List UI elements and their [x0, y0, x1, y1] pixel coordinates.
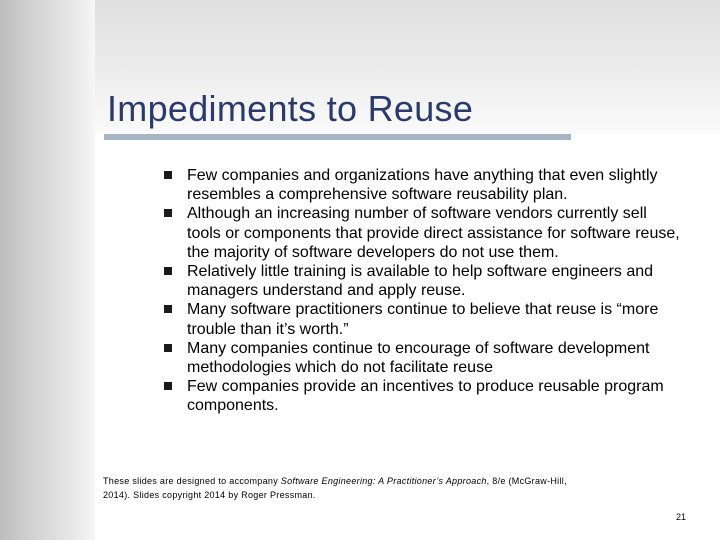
bullet-list	[164, 166, 684, 416]
square-bullet-icon	[164, 305, 172, 313]
bullet-text: Few companies and organizations have anything that even slightly resembles a comprehensive software reusability plan.	[187, 167, 658, 204]
bullet-text: Few companies provide an incentives to produce reusable program components.	[187, 378, 664, 415]
bullet-item	[164, 262, 684, 300]
bullet-item	[164, 300, 684, 338]
square-bullet-icon	[164, 344, 172, 352]
bullet-text: Many software practitioners continue to believe that reuse is “more trouble than it’s worth.”	[187, 301, 659, 338]
bullet-item	[164, 166, 684, 204]
bullet-item	[164, 377, 684, 415]
footer-book-title: Software Engineering: A Practitioner’s Approach	[280, 476, 487, 486]
footer-prefix: These slides are designed to accompany	[103, 476, 281, 486]
bullet-text: Relatively little training is available to help software engineers and managers understand and apply reuse.	[187, 263, 654, 300]
left-gradient-band	[0, 0, 95, 540]
square-bullet-icon	[164, 382, 172, 390]
bullet-text: Although an increasing number of software vendors currently sell tools or components that provide direct assistance for software reuse, the majority of software developers do not use them.	[187, 205, 680, 261]
bullet-item	[164, 204, 684, 262]
slide-footer	[103, 474, 573, 502]
square-bullet-icon	[164, 267, 172, 275]
square-bullet-icon	[164, 171, 172, 179]
bullet-item	[164, 339, 684, 377]
title-underline	[104, 134, 571, 140]
square-bullet-icon	[164, 209, 172, 217]
bullet-text: Many companies continue to encourage of software development methodologies which do not facilitate reuse	[187, 339, 650, 377]
slide-title: Impediments to Reuse	[107, 88, 474, 129]
footer-suffix: , 8/e (McGraw-Hill, 2014). Slides copyright 2014 by Roger Pressman.	[103, 476, 567, 500]
page-number: 21	[676, 512, 687, 522]
